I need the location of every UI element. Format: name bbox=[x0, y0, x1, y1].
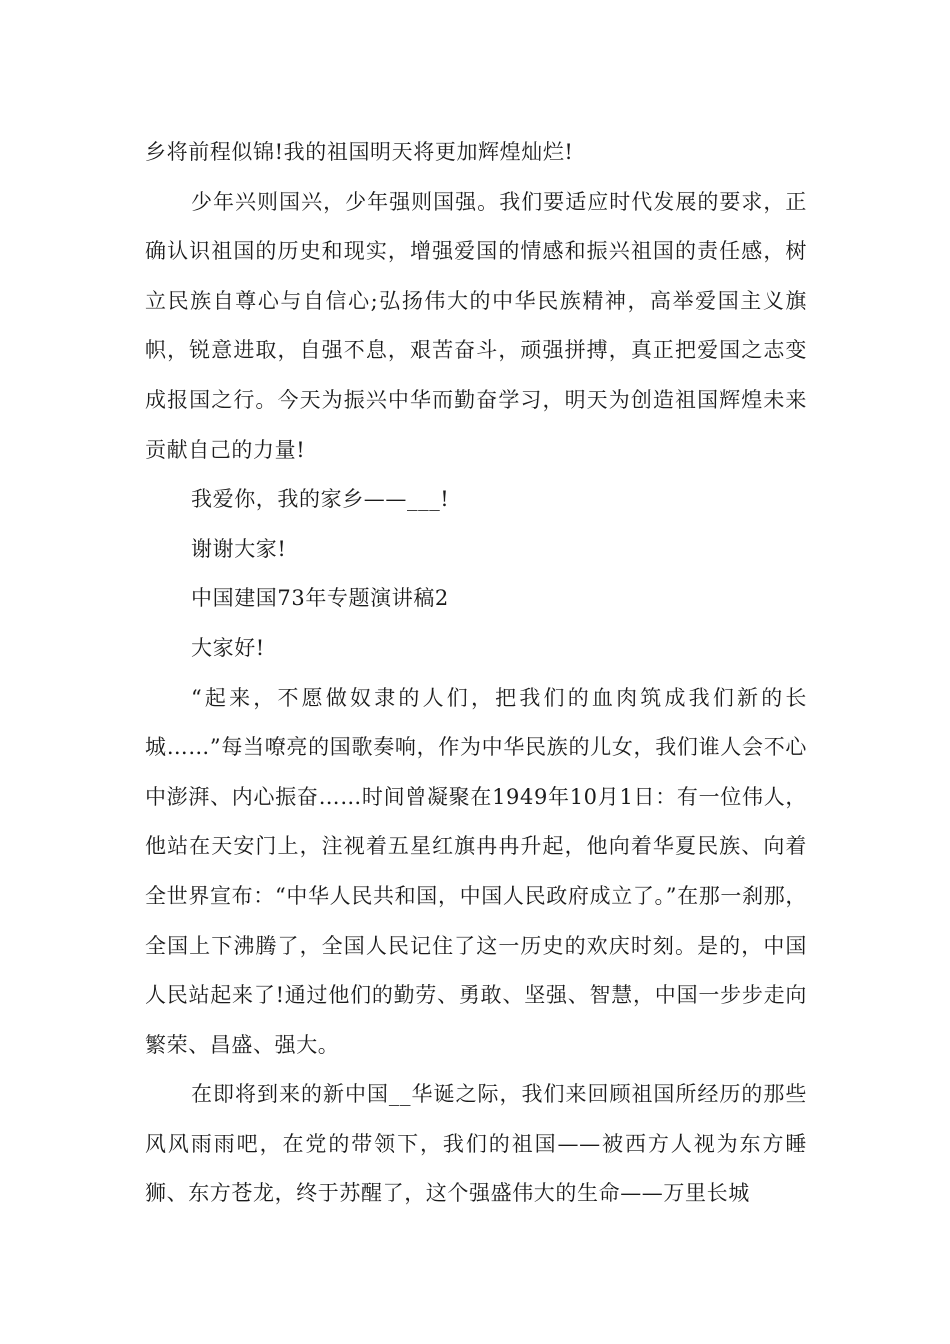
greeting: 大家好! bbox=[191, 635, 265, 660]
paragraph-8: 在即将到来的新中国__华诞之际，我们来回顾祖国所经历的那些风风雨雨吧，在党的带领下，我们的祖国——被西方人视为东方睡狮、东方苍龙，终于苏醒了，这个强盛伟大的生命——万里长城 bbox=[145, 1082, 807, 1206]
section-title: 中国建国73年专题演讲稿2 bbox=[191, 586, 449, 611]
paragraph-3: 我爱你，我的家乡——___! bbox=[191, 487, 450, 512]
document-body bbox=[145, 128, 807, 1219]
paragraph-7: “起来，不愿做奴隶的人们，把我们的血肉筑成我们新的长城……”每当嘹亮的国歌奏响，作为中华民族的儿女，我们谁人会不心中澎湃、内心振奋……时间曾凝聚在1949年10月1日：有一位伟人，他站在天安门上，注视着五星红旗冉冉升起，他向着华夏民族、向着全世界宣布：“中华人民共和国，中国人民政府成立了。”在那一刹那，全国上下沸腾了，全国人民记住了这一历史的欢庆时刻。是的，中国人民站起来了!通过他们的勤劳、勇敢、坚强、智慧，中国一步步走向繁荣、昌盛、强大。 bbox=[145, 685, 807, 1057]
paragraph-2: 少年兴则国兴，少年强则国强。我们要适应时代发展的要求，正确认识祖国的历史和现实，增强爱国的情感和振兴祖国的责任感，树立民族自尊心与自信心;弘扬伟大的中华民族精神，高举爱国主义旗帜，锐意进取，自强不息，艰苦奋斗，顽强拼搏，真正把爱国之志变成报国之行。今天为振兴中华而勤奋学习，明天为创造祖国辉煌未来贡献自己的力量! bbox=[145, 189, 807, 462]
paragraph-4: 谢谢大家! bbox=[191, 536, 287, 561]
paragraph-1: 乡将前程似锦!我的祖国明天将更加辉煌灿烂! bbox=[145, 140, 574, 164]
